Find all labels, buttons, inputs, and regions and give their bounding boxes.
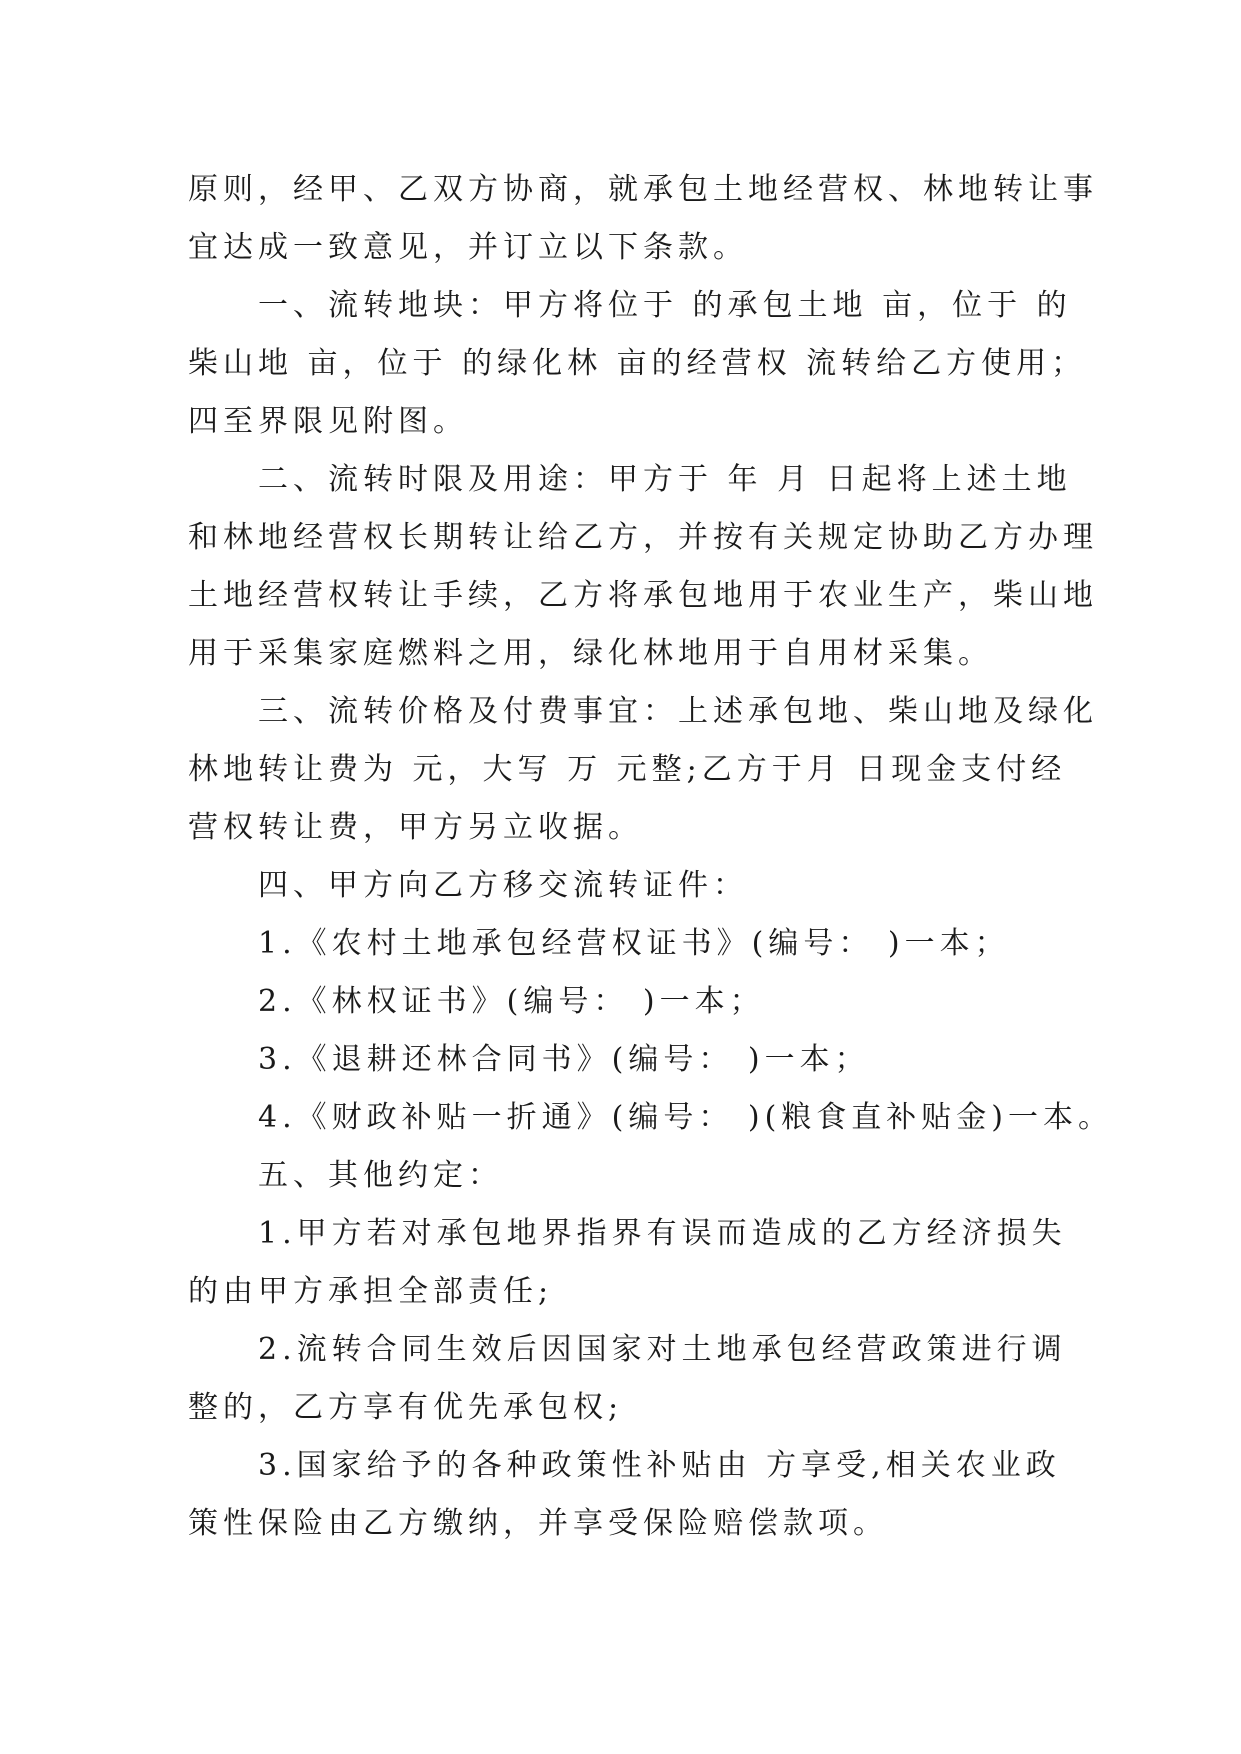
- text-line: 二、流转时限及用途：甲方于 年 月 日起将上述土地: [258, 462, 1072, 497]
- text-line: 营权转让费，甲方另立收据。: [188, 810, 643, 845]
- text-line: 土地经营权转让手续，乙方将承包地用于农业生产，柴山地: [188, 578, 1098, 613]
- text-line: 整的，乙方享有优先承包权;: [188, 1390, 624, 1425]
- text-line: 五、其他约定：: [258, 1158, 503, 1193]
- text-line: 2.《林权证书》(编号： )一本；: [258, 984, 765, 1019]
- text-line: 的由甲方承担全部责任;: [188, 1274, 554, 1309]
- text-line: 林地转让费为 元，大写 万 元整;乙方于月 日现金支付经: [188, 752, 1067, 787]
- text-line: 原则，经甲、乙双方协商，就承包土地经营权、林地转让事: [188, 172, 1098, 207]
- text-line: 策性保险由乙方缴纳，并享受保险赔偿款项。: [188, 1506, 888, 1541]
- text-line: 3.《退耕还林合同书》(编号： )一本；: [258, 1042, 870, 1077]
- text-line: 用于采集家庭燃料之用，绿化林地用于自用材采集。: [188, 636, 993, 671]
- text-line: 4.《财政补贴一折通》(编号： )(粮食直补贴金)一本。: [258, 1100, 1113, 1135]
- text-line: 1.《农村土地承包经营权证书》(编号： )一本；: [258, 926, 1010, 961]
- text-line: 和林地经营权长期转让给乙方，并按有关规定协助乙方办理: [188, 520, 1098, 555]
- text-line: 2.流转合同生效后因国家对土地承包经营政策进行调: [258, 1332, 1067, 1367]
- text-line: 3.国家给予的各种政策性补贴由 方享受,相关农业政: [258, 1448, 1061, 1483]
- text-line: 三、流转价格及付费事宜：上述承包地、柴山地及绿化: [258, 694, 1098, 729]
- text-line: 柴山地 亩，位于 的绿化林 亩的经营权 流转给乙方使用；: [188, 346, 1087, 381]
- document-body: [188, 161, 1113, 1553]
- text-line: 宜达成一致意见，并订立以下条款。: [188, 230, 748, 265]
- text-line: 一、流转地块：甲方将位于 的承包土地 亩，位于 的: [258, 288, 1072, 323]
- text-line: 1.甲方若对承包地界指界有误而造成的乙方经济损失: [258, 1216, 1067, 1251]
- text-line: 四、甲方向乙方移交流转证件：: [258, 868, 748, 903]
- text-line: 四至界限见附图。: [188, 404, 468, 439]
